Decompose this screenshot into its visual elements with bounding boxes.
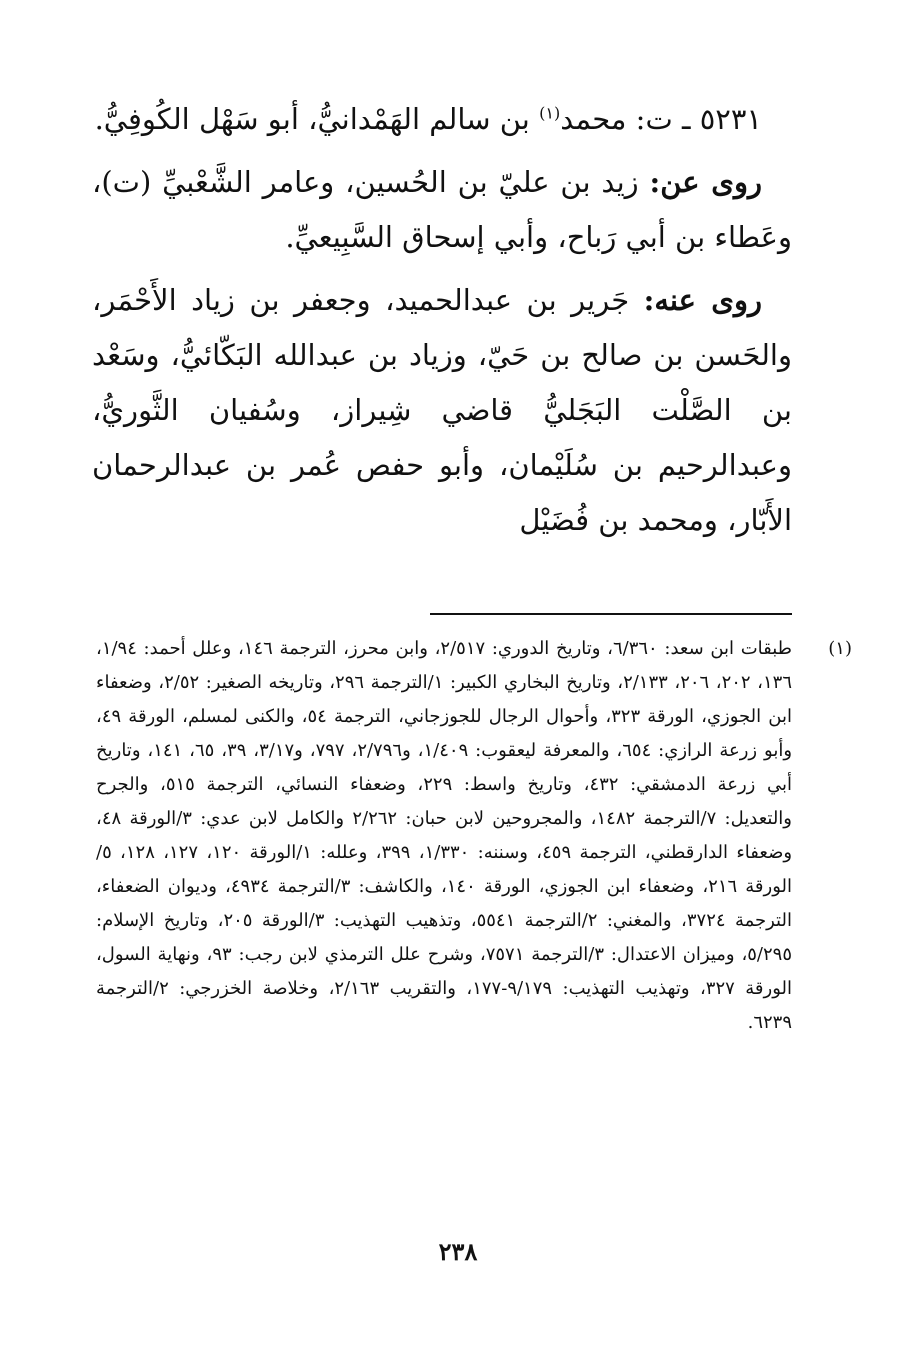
narrated-by-section: [92, 273, 792, 548]
footnote-number: (١): [828, 638, 852, 659]
page-number: ٢٣٨: [438, 1237, 478, 1266]
footnote-marker: (١): [539, 103, 561, 123]
entry-symbol: ت:: [635, 102, 673, 136]
footnote-separator: [430, 613, 792, 615]
entry-name-rest: بن سالم الهَمْدانيُّ، أبو سَهْل الكُوفِيُّ.: [94, 102, 530, 136]
entry-dash: ـ: [681, 102, 691, 136]
entry-heading: [92, 92, 792, 147]
main-text: [92, 92, 792, 556]
footnote-text: طبقات ابن سعد: ٦/٣٦٠، وتاريخ الدوري: ٢/٥١٧، وابن محرز، الترجمة ١٤٦، وعلل أحمد: ١/٩٤، ١٣٦، ٢٠٢، ٢٠٦، ٢/١٣٣، وتاريخ البخاري الكبير: ١/الترجمة ٢٩٦، وتاريخه الصغير: ٢/٥٢، وضعفاء ابن الجوزي، الورقة ٣٢٣، وأحوال الرجال للجوزجاني، الترجمة ٥٤، والكنى لمسلم، الورقة ٤٩، وأبو زرعة الرازي: ٦٥٤، والمعرفة ليعقوب: ١/٤٠٩، و٢/٧٩٦، ٧٩٧، و٣/١٧، ٣٩، ٦٥، ١٤١، وتاريخ أبي زرعة الدمشقي: ٤٣٢، وتاريخ واسط: ٢٢٩، وضعفاء النسائي، الترجمة ٥١٥، والجرح والتعديل: ٧/الترجمة ١٤٨٢، والمجروحين لابن حبان: ٢/٢٦٢ والكامل لابن عدي: ٣/الورقة ٤٨، وضعفاء الدارقطني، الترجمة ٤٥٩، وسننه: ١/٣٣٠، ٣٩٩، وعلله: ١/الورقة ١٢٠، ١٢٧، ١٢٨، ٥/الورقة ٢١٦، وضعفاء ابن الجوزي، الورقة ١٤٠، والكاشف: ٣/الترجمة ٤٩٣٤، وديوان الضعفاء، الترجمة ٣٧٢٤، والمغني: ٢/الترجمة ٥٥٤١، وتذهيب التهذيب: ٣/الورقة ٢٠٥، وتاريخ الإسلام: ٥/٢٩٥، وميزان الاعتدال: ٣/الترجمة ٧٥٧١، وشرح علل الترمذي لابن رجب: ٩٣، ونهاية السول، الورقة ٣٢٧، وتهذيب التهذيب: ٩/١٧٩-١٧٧، والتقريب ٢/١٦٣، وخلاصة الخزرجي: ٢/الترجمة ٦٢٣٩.: [96, 638, 793, 1033]
narrated-from-section: [92, 155, 792, 265]
narrated-by-text: جَرير بن عبدالحميد، وجعفر بن زياد الأَحْمَر، والحَسن بن صالح بن حَيّ، وزياد بن عبدالله البَكّائيُّ، وسَعْد بن الصَّلْت البَجَليُّ قاضي شِيراز، وسُفيان الثَّوريُّ، وعبدالرحيم بن سُلَيْمان، وأبو حفص عُمر بن عبدالرحمان الأَبّار، ومحمد بن فُضَيْل: [92, 283, 792, 537]
entry-name: محمد: [560, 102, 627, 136]
footnote: [96, 632, 852, 1040]
narrated-by-label: روى عنه:: [643, 283, 762, 317]
narrated-from-label: روى عن:: [649, 165, 763, 199]
entry-number: ٥٢٣١: [699, 102, 762, 136]
narrated-from-text: زيد بن عليّ بن الحُسين، وعامر الشَّعْبيِّ (ت)، وعَطاء بن أبي رَباح، وأبي إسحاق السَّبِيعيِّ.: [92, 165, 792, 254]
